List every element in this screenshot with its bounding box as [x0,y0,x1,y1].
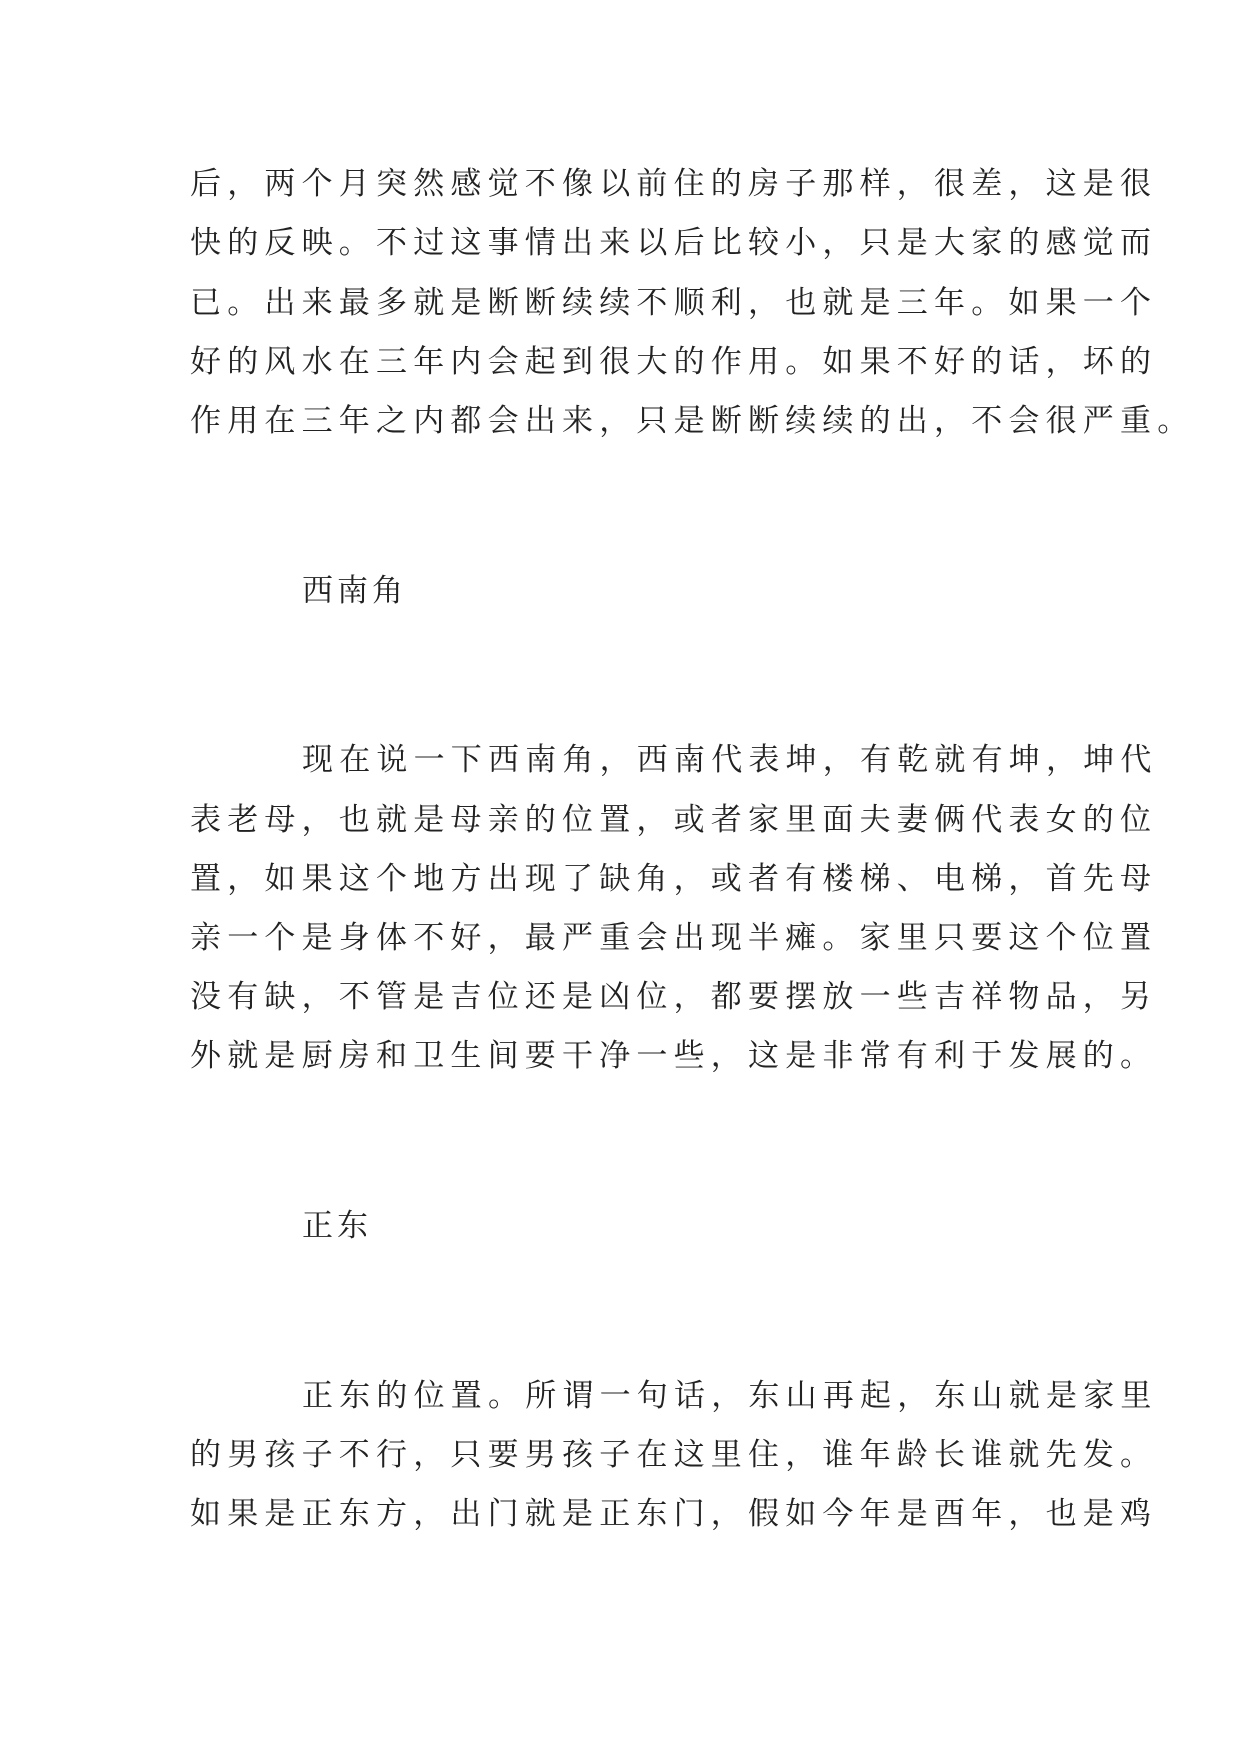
paragraph-3-line-2: 的男孩子不行，只要男孩子在这里住，谁年龄长谁就先发。 [190,1437,1158,1473]
paragraph-1-line-2: 快的反映。不过这事情出来以后比较小，只是大家的感觉而 [190,225,1158,261]
section-heading-east: 正东 [302,1208,372,1244]
paragraph-1-line-1: 后，两个月突然感觉不像以前住的房子那样，很差，这是很 [190,166,1158,202]
section-heading-southwest: 西南角 [302,573,407,609]
paragraph-2-line-4: 亲一个是身体不好，最严重会出现半瘫。家里只要这个位置 [190,920,1158,956]
paragraph-1-line-5: 作用在三年之内都会出来，只是断断续续的出，不会很严重。 [190,403,1195,439]
paragraph-2-line-5: 没有缺，不管是吉位还是凶位，都要摆放一些吉祥物品，另 [190,979,1158,1015]
paragraph-2-line-1: 现在说一下西南角，西南代表坤，有乾就有坤，坤代 [302,742,1158,778]
paragraph-3-line-1: 正东的位置。所谓一句话，东山再起，东山就是家里 [302,1378,1158,1414]
paragraph-2-line-2: 表老母，也就是母亲的位置，或者家里面夫妻俩代表女的位 [190,802,1158,838]
paragraph-2-line-3: 置，如果这个地方出现了缺角，或者有楼梯、电梯，首先母 [190,861,1158,897]
paragraph-1-line-4: 好的风水在三年内会起到很大的作用。如果不好的话，坏的 [190,344,1158,380]
paragraph-1-line-3: 已。出来最多就是断断续续不顺利，也就是三年。如果一个 [190,285,1158,321]
paragraph-3-line-3: 如果是正东方，出门就是正东门，假如今年是酉年，也是鸡 [190,1496,1158,1532]
paragraph-2-line-6: 外就是厨房和卫生间要干净一些，这是非常有利于发展的。 [190,1038,1158,1074]
